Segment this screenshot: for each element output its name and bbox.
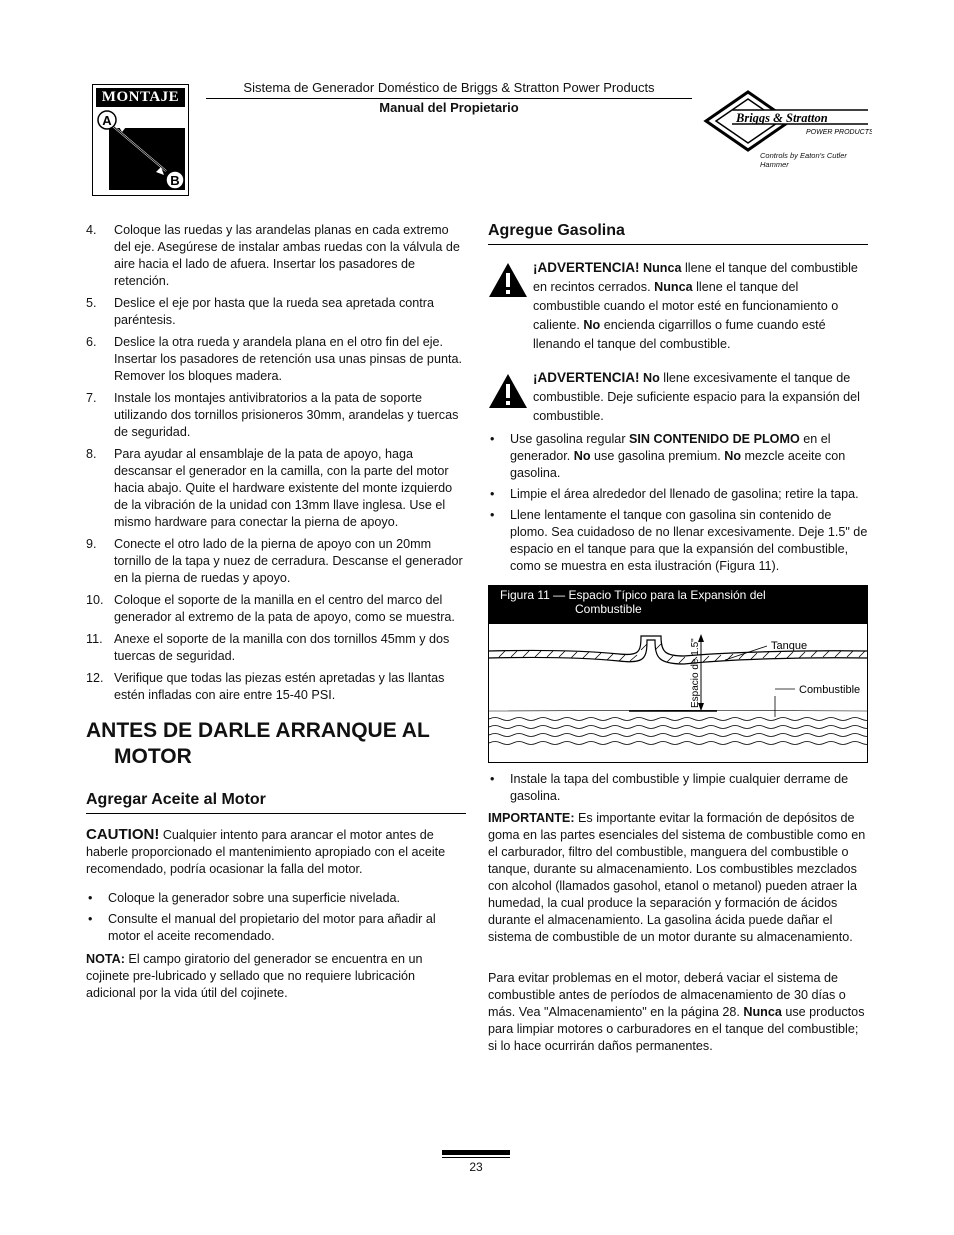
footer-bar	[442, 1150, 510, 1155]
figure-11	[488, 623, 868, 763]
assembly-steps	[86, 222, 466, 709]
oil-heading-rule	[86, 813, 466, 814]
caution-paragraph: CAUTION! Cualquier intento para arancar el motor antes de haberle proporcionado el mantenimiento apropiado con el aceite recomendado, podría ocasionar la falla del motor.	[86, 826, 446, 876]
warning-1: ¡ADVERTENCIA! Nunca llene el tanque del combustible en recintos cerrados. Nunca llene el tanque del combustible cuando el motor esté en funcionamiento o caliente. No encienda cigarrillos o fume cuando esté llenando el tanque del combustible.	[533, 260, 858, 351]
list-item: • Instale la tapa del combustible y limpie cualquier derrame de gasolina.	[490, 772, 849, 803]
warning-2: ¡ADVERTENCIA! No llene excesivamente el tanque de combustible. Deje suficiente espacio para la expansión del combustible.	[533, 370, 860, 423]
fuel-heading: Agregue Gasolina	[488, 222, 625, 239]
list-item: • Use gasolina regular SIN CONTENIDO DE PLOMO en el generador. No use gasolina premium. No mezcle aceite con gasolina.	[490, 432, 846, 480]
list-item: 8. Para ayudar al ensamblaje de la pata de apoyo, haga descansar el generador en la camilla, con la parte del motor hacia abajo. Quite el hardware existente del monte izquierdo de la vibración de la unidad con 13mm llave inglesa. Use el mismo hardware para conectar la pierna de apoyo.	[86, 447, 453, 529]
section-title: ANTES DE DARLE ARRANQUE AL MOTOR	[86, 719, 430, 768]
svg-text:Briggs & Stratton: Briggs & Stratton	[736, 111, 828, 125]
figure-title: Figura 11 — Espacio Típico para la Expansión del Combustible	[488, 585, 868, 623]
briggs-logo-mark	[702, 90, 872, 152]
svg-text:B: B	[170, 173, 180, 188]
list-item: 10. Coloque el soporte de la manilla en el centro del marco del generador al extremo de la pata de apoyo, como se muestra.	[86, 593, 455, 624]
list-item: • Limpie el área alrededor del llenado de gasolina; retire la tapa.	[490, 487, 859, 501]
page-number: 23	[469, 1160, 483, 1174]
list-item: • Coloque la generador sobre una superficie nivelada.	[88, 891, 400, 905]
briggs-stratton-logo	[702, 90, 872, 169]
brand-tagline: Controls by Eaton's Cutler Hammer	[760, 151, 847, 169]
list-item: 5. Deslice el eje por hasta que la rueda sea apretada contra paréntesis.	[86, 296, 434, 327]
list-item: 6. Deslice la otra rueda y arandela plana en el otro fin del eje. Insertar los pasadores de retención usa unas pinsas de punta. Remover los bloques madera.	[86, 335, 462, 383]
header-rule	[206, 98, 692, 99]
list-item: 12. Verifique que todas las piezas estén apretadas y las llantas estén infladas con aire entre 15-40 PSI.	[86, 671, 445, 702]
warning-icon	[488, 373, 528, 409]
note-paragraph: NOTA: El campo giratorio del generador se encuentra en un cojinete pre-lubricado y sellado que no requiere lubricación adicional por la vida útil del cojinete.	[86, 952, 423, 1000]
svg-text:Combustible: Combustible	[799, 684, 861, 696]
svg-text:Espacio de 1.5": Espacio de 1.5"	[690, 638, 701, 708]
oil-heading: Agregar Aceite al Motor	[86, 791, 266, 808]
montaje-title: MONTAJE	[96, 88, 185, 107]
list-item: 9. Conecte el otro lado de la pierna de apoyo con un 20mm tornillo de la tapa y nuez de cerradura. Descanse el generador en la pierna de ruedas y apoyo.	[86, 537, 463, 585]
list-item: • Consulte el manual del propietario del motor para añadir al motor el aceite recomendado.	[88, 912, 436, 943]
footer-rule	[442, 1157, 510, 1158]
storage-paragraph: Para evitar problemas en el motor, deberá vaciar el sistema de combustible antes de períodos de almacenamiento de 30 días o más. Vea "Almacenamiento" en la página 28. Nunca use productos para limpiar motores o carburadores en el tanque del combustible; si lo hace ocurrirán daños permanentes.	[488, 971, 865, 1053]
fuel-heading-rule	[488, 244, 868, 245]
fuel-bullets	[488, 431, 870, 579]
fuel-tank-diagram	[489, 624, 867, 762]
doc-title: Sistema de Generador Doméstico de Briggs & Stratton Power Products	[243, 80, 655, 95]
svg-text:A: A	[102, 113, 112, 128]
list-item: 4. Coloque las ruedas y las arandelas planas en cada extremo del eje. Asegúrese de instalar ambas ruedas con la válvula de aire hacia el lado de afuera. Insertar los pasadores de retención.	[86, 223, 460, 288]
fuel-bullets-after	[488, 771, 870, 809]
montaje-logo	[92, 84, 189, 196]
list-item: 11. Anexe el soporte de la manilla con dos tornillos 45mm y dos tuercas de seguridad.	[86, 632, 450, 663]
list-item: • Llene lentamente el tanque con gasolina sin contenido de plomo. Sea cuidadoso de no llenar excesivamente. Deje 1.5" de espacio en el tanque para que la expansión del combustible, como se muestra en esta ilustración (Figura 11).	[490, 508, 868, 573]
list-item: 7. Instale los montajes antivibratorios a la pata de soporte utilizando dos tornillos prisioneros 30mm, arandelas y tuercas de seguridad.	[86, 391, 459, 439]
montaje-diagram	[96, 110, 185, 192]
doc-subtitle: Manual del Propietario	[379, 100, 519, 115]
warning-icon	[488, 262, 528, 298]
svg-text:POWER PRODUCTS: POWER PRODUCTS	[806, 129, 872, 136]
svg-text:Tanque: Tanque	[771, 640, 808, 652]
oil-bullets	[86, 890, 466, 949]
important-paragraph: IMPORTANTE: Es importante evitar la formación de depósitos de goma en las partes esenciales del sistema de combustible como en el carburador, filtro del combustible, manguera del combustible o tanque, durante su almacenamiento. Los combustibles mezclados con alcohol (llamados gasohol, etanol o metanol) pueden atraer la humedad, la cual produce la separación y formación de ácidos durante el almacenamiento. La gasolina ácida puede dañar el sistema de combustible de un motor durante su almacenamiento.	[488, 811, 866, 944]
